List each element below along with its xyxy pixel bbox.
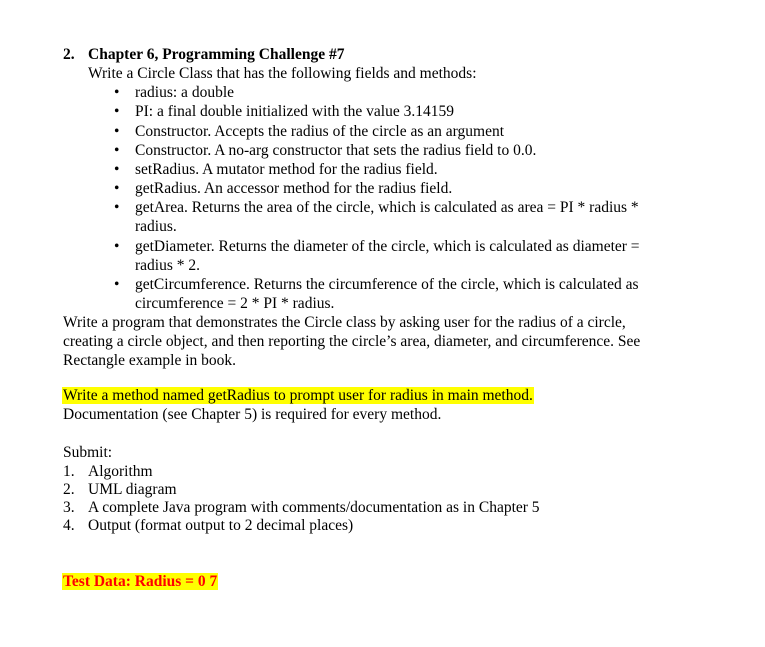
bullet-item: getCircumference. Returns the circumference of the circle, which is calculated as xyxy=(135,276,639,293)
bullet-icon: • xyxy=(114,276,120,293)
bullet-icon: • xyxy=(114,238,120,255)
submit-item-text: Output (format output to 2 decimal places) xyxy=(88,517,354,534)
test-data-text: Test Data: Radius = 0 7 xyxy=(63,573,218,590)
question-title: Chapter 6, Programming Challenge #7 xyxy=(88,46,345,63)
bullet-icon: • xyxy=(114,161,120,178)
bullet-icon: • xyxy=(114,103,120,120)
documentation-note: Documentation (see Chapter 5) is required for every method. xyxy=(63,406,442,423)
bullet-item-continuation: radius * 2. xyxy=(135,257,201,274)
highlighted-instruction xyxy=(62,386,534,405)
bullet-item: getArea. Returns the area of the circle, which is calculated as area = PI * radius * xyxy=(135,199,639,216)
submit-item-number: 4. xyxy=(63,517,75,534)
bullet-item-continuation: circumference = 2 * PI * radius. xyxy=(135,295,335,312)
bullet-icon: • xyxy=(114,199,120,216)
paragraph-line: Rectangle example in book. xyxy=(63,352,237,369)
bullet-item: Constructor. Accepts the radius of the circle as an argument xyxy=(135,123,505,140)
bullet-item: setRadius. A mutator method for the radius field. xyxy=(135,161,438,178)
submit-item-text: Algorithm xyxy=(88,463,153,480)
bullet-item: radius: a double xyxy=(135,84,235,101)
bullet-item: getRadius. An accessor method for the radius field. xyxy=(135,180,453,197)
bullet-item: getDiameter. Returns the diameter of the circle, which is calculated as diameter = xyxy=(135,238,640,255)
paragraph-line: Write a program that demonstrates the Circle class by asking user for the radius of a circle, xyxy=(63,314,626,331)
submit-label: Submit: xyxy=(63,444,113,461)
bullet-icon: • xyxy=(114,142,120,159)
bullet-item: PI: a final double initialized with the value 3.14159 xyxy=(135,103,454,120)
bullet-icon: • xyxy=(114,84,120,101)
question-number: 2. xyxy=(63,46,75,63)
bullet-icon: • xyxy=(114,180,120,197)
submit-item-text: UML diagram xyxy=(88,481,177,498)
submit-item-number: 2. xyxy=(63,481,75,498)
test-data-line xyxy=(62,572,218,591)
submit-item-number: 3. xyxy=(63,499,75,516)
submit-item-text: A complete Java program with comments/documentation as in Chapter 5 xyxy=(88,499,540,516)
submit-item-number: 1. xyxy=(63,463,75,480)
bullet-item: Constructor. A no-arg constructor that sets the radius field to 0.0. xyxy=(135,142,537,159)
highlight-text: Write a method named getRadius to prompt user for radius in main method. xyxy=(63,387,533,404)
bullet-icon: • xyxy=(114,123,120,140)
intro-text: Write a Circle Class that has the following fields and methods: xyxy=(88,65,477,82)
bullet-item-continuation: radius. xyxy=(135,218,177,235)
paragraph-line: creating a circle object, and then reporting the circle’s area, diameter, and circumference. See xyxy=(63,333,641,350)
